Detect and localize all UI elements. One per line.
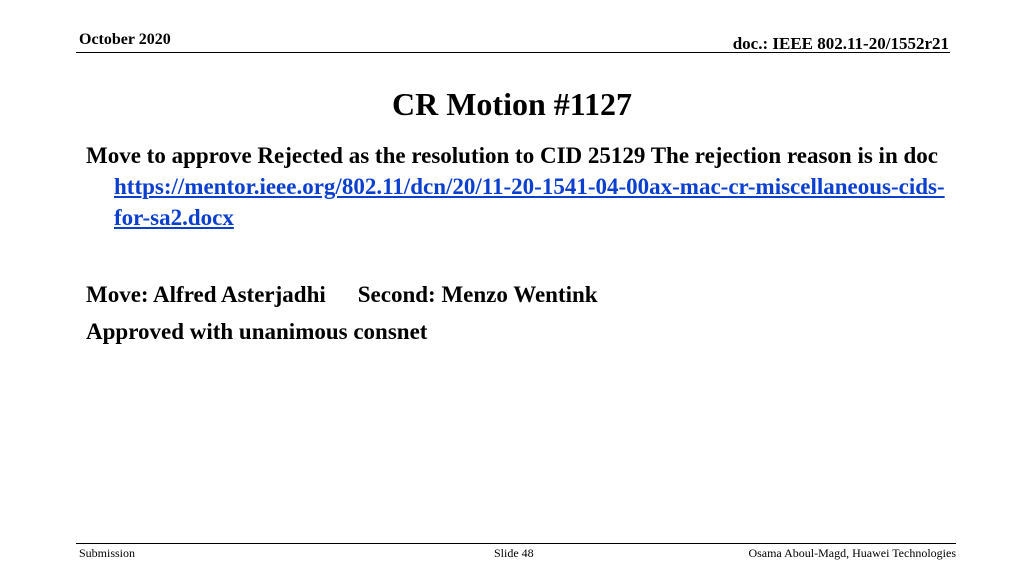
result-line: Approved with unanimous consnet bbox=[86, 319, 428, 344]
header-divider bbox=[76, 52, 950, 53]
footer-author: Osama Aboul-Magd, Huawei Technologies bbox=[748, 546, 956, 560]
motion-paragraph bbox=[86, 140, 956, 233]
footer-submission: Submission bbox=[79, 546, 136, 560]
footer-slide-number: Slide 48 bbox=[494, 546, 534, 560]
footer-divider bbox=[76, 543, 956, 544]
motion-text: Move to approve Rejected as the resolution to CID 25129 The rejection reason is in doc bbox=[86, 143, 938, 168]
seconder-text: Second: Menzo Wentink bbox=[357, 282, 598, 307]
header-date: October 2020 bbox=[79, 31, 171, 48]
slide-body bbox=[86, 140, 956, 350]
move-second-line bbox=[86, 276, 956, 313]
paragraph-spacer bbox=[86, 233, 956, 276]
header-doc-id: doc.: IEEE 802.11-20/1552r21 bbox=[732, 34, 949, 53]
motion-document-link[interactable]: https://mentor.ieee.org/802.11/dcn/20/11-20-1541-04-00ax-mac-cr-miscellaneous-cids-for-sa2.docx bbox=[114, 174, 945, 230]
slide-title: CR Motion #1127 bbox=[392, 86, 632, 122]
mover-text: Move: Alfred Asterjadhi bbox=[86, 282, 326, 307]
